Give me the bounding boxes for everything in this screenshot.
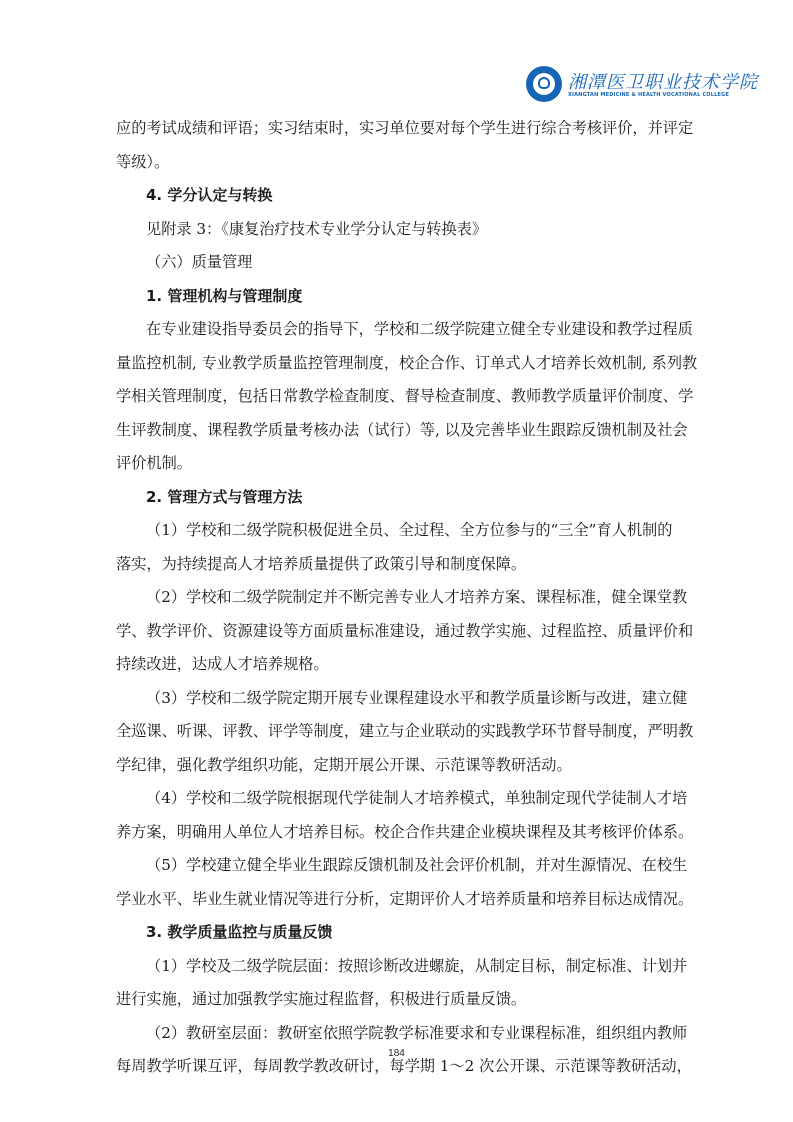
paragraph-line: 全巡课、听课、评教、评学等制度，建立与企业联动的实践教学环节督导制度，严明教 [116, 722, 694, 740]
section-heading: 1. 管理机构与管理制度 [146, 286, 303, 305]
paragraph-line: （5）学校建立健全毕业生跟踪反馈机制及社会评价机制，并对生源情况、在校生 [146, 856, 688, 874]
paragraph-line: 等级）。 [116, 152, 170, 171]
paragraph-line: 学业水平、毕业生就业情况等进行分析，定期评价人才培养质量和培养目标达成情况。 [116, 889, 694, 908]
paragraph-line: 学纪律，强化教学组织功能，定期开展公开课、示范课等教研活动。 [116, 755, 572, 774]
paragraph-line: （1）学校和二级学院积极促进全员、全过程、全方位参与的“三全”育人机制的 [146, 521, 673, 539]
paragraph-line: 在专业建设指导委员会的指导下，学校和二级学院建立健全专业建设和教学过程质 [146, 320, 693, 338]
paragraph-line: （1）学校及二级学院层面：按照诊断改进螺旋，从制定目标，制定标准、计划并 [146, 956, 688, 975]
paragraph-line: （3）学校和二级学院定期开展专业课程建设水平和教学质量诊断与改进，建立健 [146, 688, 688, 707]
paragraph-line: 学相关管理制度，包括日常教学检查制度、督导检查制度、教师教学质量评价制度、学 [116, 387, 694, 405]
paragraph-line: 持续改进，达成人才培养规格。 [116, 655, 329, 673]
paragraph-line: 进行实施，通过加强教学实施过程监督，积极进行质量反馈。 [116, 990, 527, 1008]
paragraph-line: 落实，为持续提高人才培养质量提供了政策引导和制度保障。 [116, 554, 527, 573]
page-number: 184 [388, 1048, 405, 1059]
college-logo [526, 66, 776, 106]
logo-english-name: XIANGTAN MEDICINE & HEALTH VOCATIONAL COLLEGE [568, 92, 730, 98]
section-heading: 3. 教学质量监控与质量反馈 [146, 923, 333, 941]
paragraph-line: 每周教学听课互评，每周教学教改研讨，每学期 1～2 次公开课、示范课等教研活动， [116, 1057, 692, 1075]
paragraph-line: （2）学校和二级学院制定并不断完善专业人才培养方案、课程标准，健全课堂教 [146, 588, 688, 606]
subsection-title: （六）质量管理 [146, 253, 253, 271]
paragraph-line: （4）学校和二级学院根据现代学徒制人才培养模式，单独制定现代学徒制人才培 [146, 789, 688, 807]
logo-chinese-name: 湘潭医卫职业技术学院 [568, 72, 758, 93]
paragraph-line: （2）教研室层面：教研室依照学院教学标准要求和专业课程标准，组织组内教师 [146, 1023, 688, 1042]
paragraph-line: 生评教制度、课程教学质量考核办法（试行）等, 以及完善毕业生跟踪反馈机制及社会 [116, 420, 688, 439]
college-emblem-icon [526, 66, 562, 102]
paragraph-line: 量监控机制, 专业教学质量监控管理制度，校企合作、订单式人才培养长效机制, 系列教 [116, 353, 698, 372]
paragraph-line: 养方案，明确用人单位人才培养目标。校企合作共建企业模块课程及其考核评价体系。 [116, 822, 694, 841]
document-body [116, 112, 700, 1084]
section-heading: 4. 学分认定与转换 [146, 186, 273, 204]
paragraph-line: 学、教学评价、资源建设等方面质量标准建设，通过教学实施、过程监控、质量评价和 [116, 621, 694, 640]
section-heading: 2. 管理方式与管理方法 [146, 487, 303, 506]
paragraph-line: 应的考试成绩和评语；实习结束时，实习单位要对每个学生进行综合考核评价，并评定 [116, 119, 694, 137]
paragraph-line: 评价机制。 [116, 454, 192, 472]
paragraph-line: 见附录 3：《康复治疗技术专业学分认定与转换表》 [146, 219, 488, 238]
